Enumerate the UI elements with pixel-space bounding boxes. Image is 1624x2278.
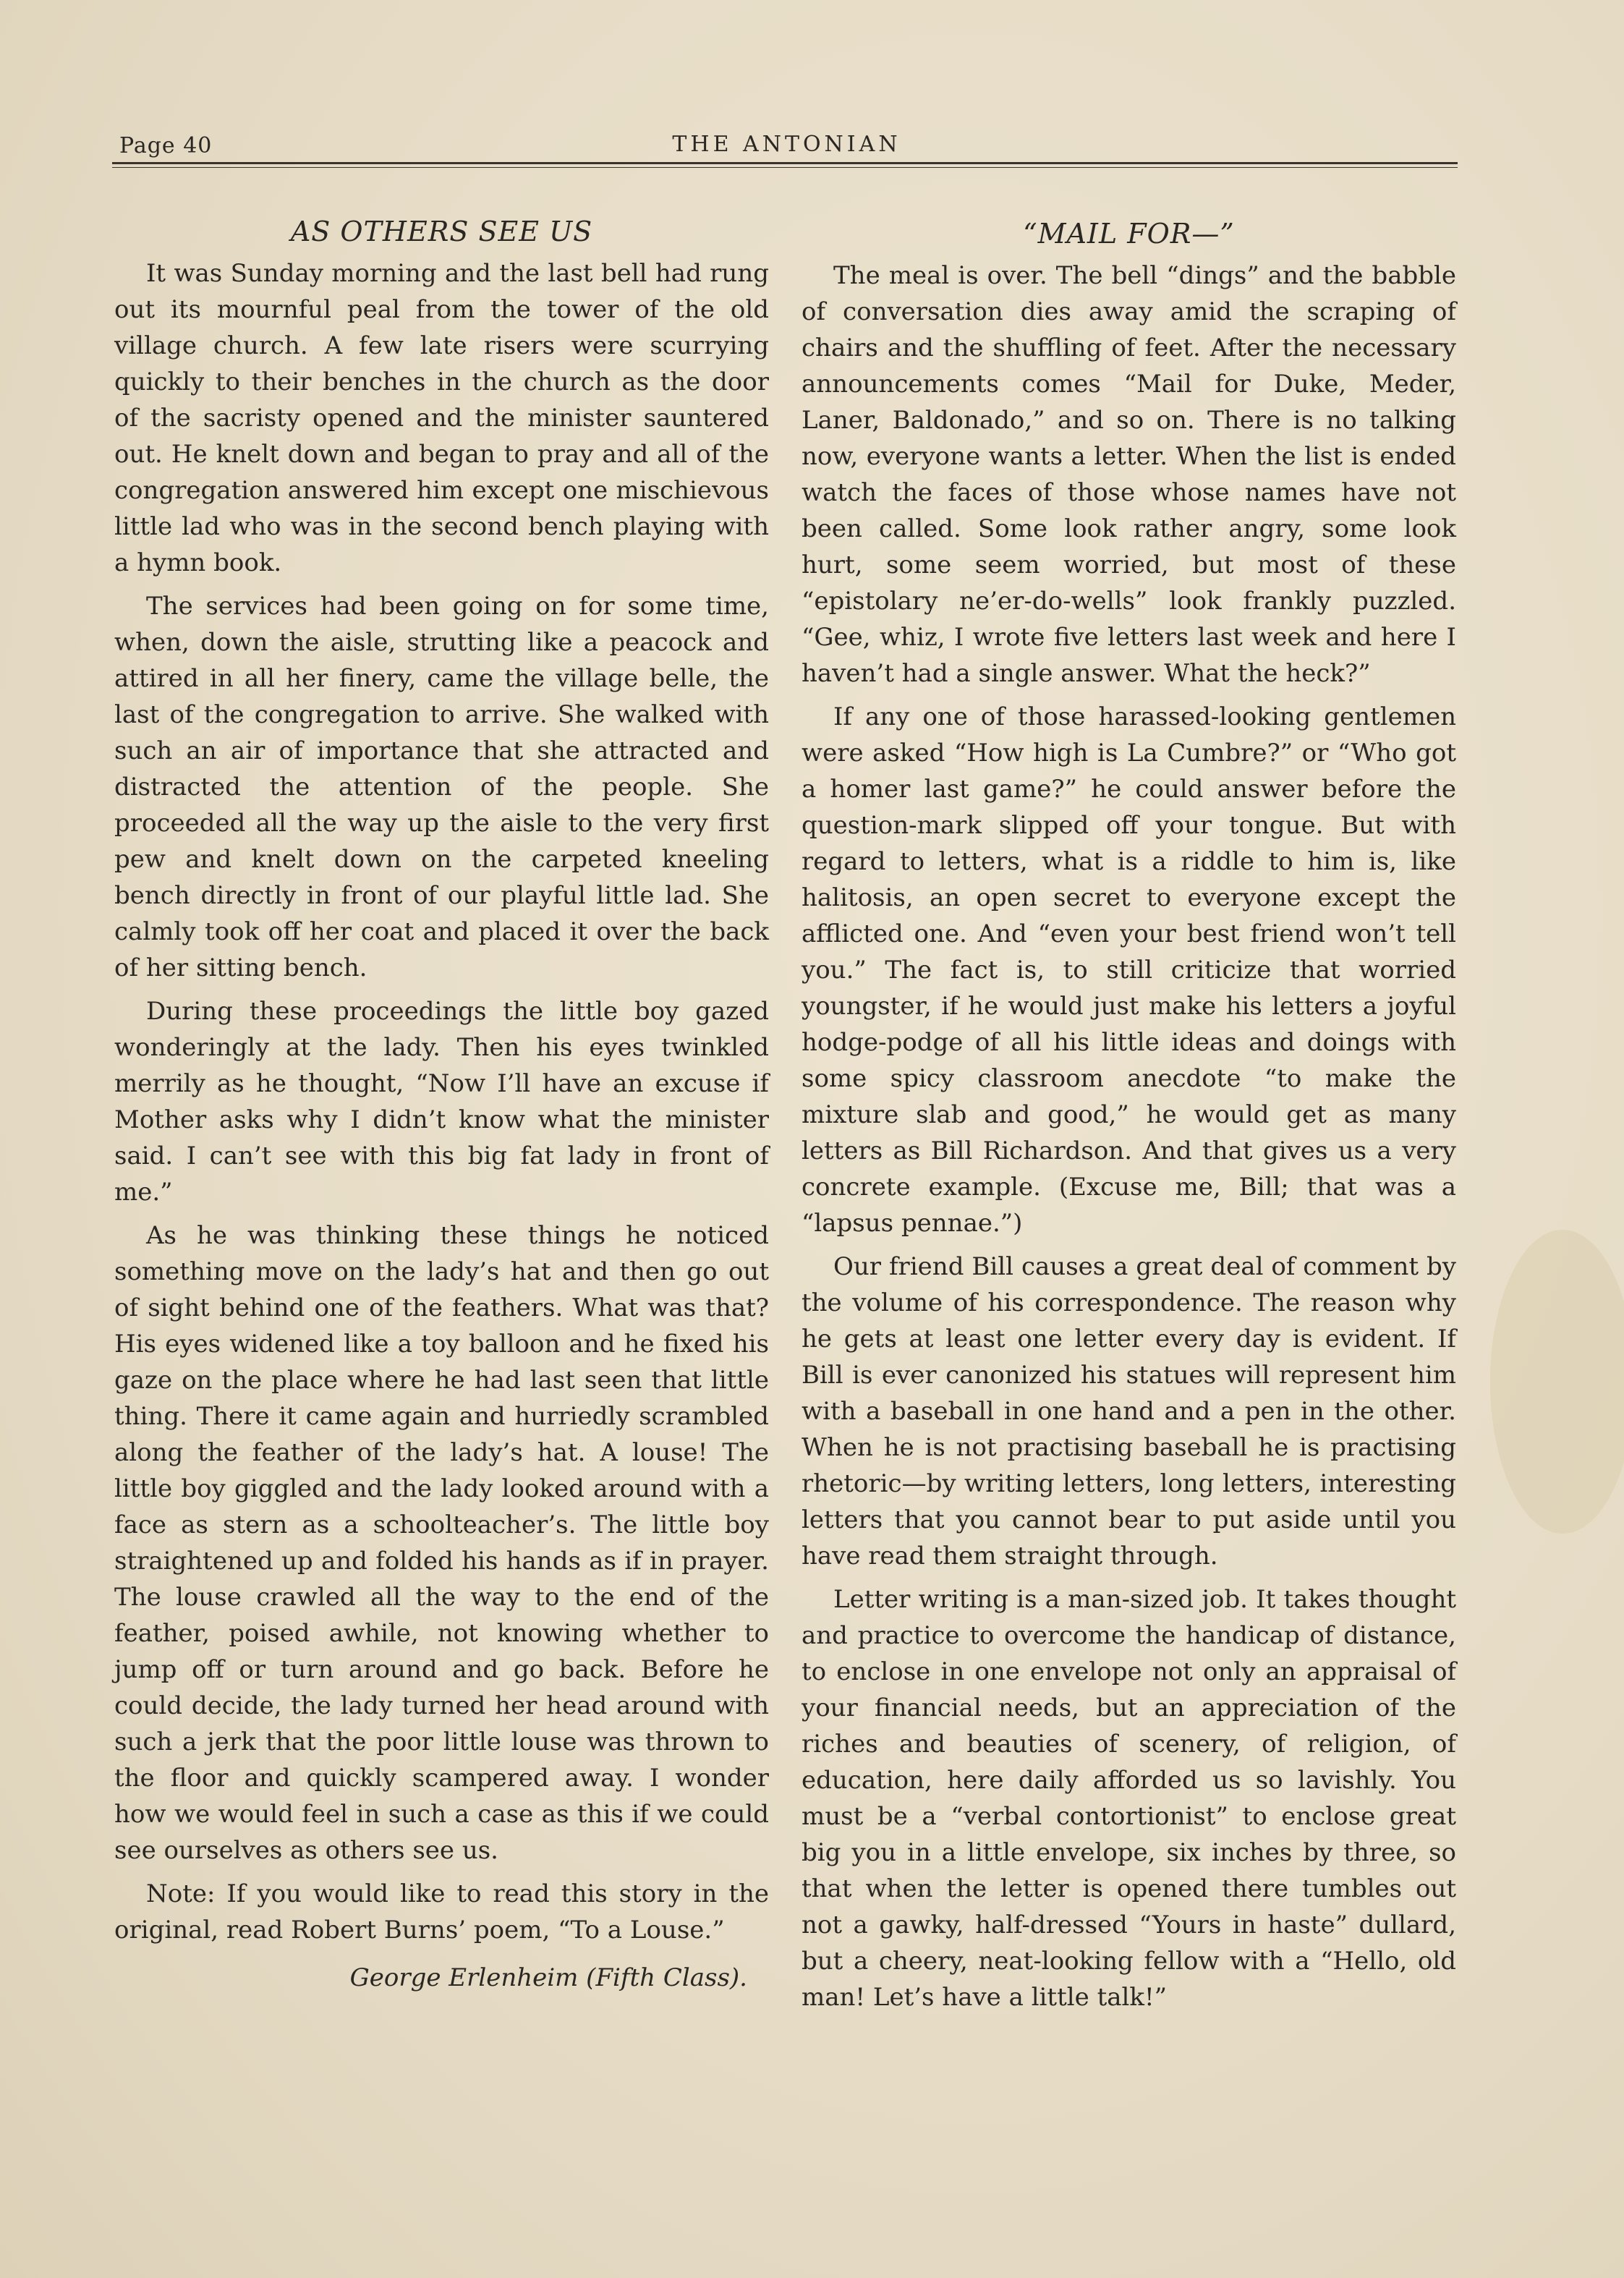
left-column <box>114 213 769 1996</box>
paragraph: The services had been going on for some time, when, down the aisle, strutting like a peacock and attired in all her finery, came the village belle, the last of the congregation to arrive. She walked with such an air of importance that she attracted and distracted the attention of the people. She proceeded all the way up the aisle to the very first pew and knelt down on the carpeted kneeling bench directly in front of our playful little lad. She calmly took off her coat and placed it over the back of her sitting bench. <box>114 592 769 982</box>
paragraph: It was Sunday morning and the last bell had rung out its mournful peal from the tower of the old village church. A few late risers were scurrying quickly to their benches in the church as the door of the sacristy opened and the minister sauntered out. He knelt down and began to pray and all of the congregation answered him except one mischievous little lad who was in the second bench playing with a hymn book. <box>114 259 769 577</box>
paragraph: During these proceedings the little boy gazed wonderingly at the lady. Then his eyes twinkled merrily as he thought, “Now I’ll have an excuse if Mother asks why I didn’t know what the minister said. I can’t see with this big fat lady in front of me.” <box>114 997 769 1207</box>
author-signature: George Erlenheim (Fifth Class). <box>349 1963 747 1992</box>
header-rule <box>112 162 1458 164</box>
paragraph: Letter writing is a man-sized job. It takes thought and practice to overcome the handicap of distance, to enclose in one envelope not only an appraisal of your financial needs, but an appreciation of the riches and beauties of scenery, of religion, of education, here daily afforded us so lavishly. You must be a “verbal contortionist” to enclose great big you in a little envelope, six inches by three, so that when the letter is opened there tumbles out not a gawky, half-dressed “Yours in haste” dullard, but a cheery, neat-looking fellow with a “Hello, old man! Let’s have a little talk!” <box>802 1585 1456 2012</box>
running-title: THE ANTONIAN <box>672 132 901 157</box>
paper-stain <box>1490 1230 1624 1534</box>
page-number: Page 40 <box>119 133 213 158</box>
paragraph: As he was thinking these things he noticed something move on the lady’s hat and then go out of sight behind one of the feathers. What was that? His eyes widened like a toy balloon and he fixed his gaze on the place where he had last seen that little thing. There it came again and hurriedly scrambled along the feather of the lady’s hat. A louse! The little boy giggled and the lady looked around with a face as stern as a schoolteacher’s. The little boy straightened up and folded his hands as if in prayer. The louse crawled all the way to the end of the feather, poised awhile, not knowing whether to jump off or turn around and go back. Before he could decide, the lady turned her head around with such a jerk that the poor little louse was thrown to the floor and quickly scampered away. I wonder how we would feel in such a case as this if we could see ourselves as others see us. <box>114 1221 769 1865</box>
paragraph: If any one of those harassed-looking gentlemen were asked “How high is La Cumbre?” or “Who got a homer last game?” he could answer before the question-mark slipped off your tongue. But with regard to letters, what is a riddle to him is, like halitosis, an open secret to everyone except the afflicted one. And “even your best friend won’t tell you.” The fact is, to still criticize that worried youngster, if he would just make his letters a joyful hodge-podge of all his little ideas and doings with some spicy classroom anecdote “to make the mixture slab and good,” he would get as many letters as Bill Richardson. And that gives us a very concrete example. (Excuse me, Bill; that was a “lapsus pennae.”) <box>802 702 1456 1238</box>
paragraph: Our friend Bill causes a great deal of comment by the volume of his correspondence. The reason why he gets at least one letter every day is evident. If Bill is ever canonized his statues will represent him with a baseball in one hand and a pen in the other. When he is not practising baseball he is practising rhetoric—by writing letters, long letters, interesting letters that you cannot bear to put aside until you have read them straight through. <box>802 1252 1456 1571</box>
article-title: AS OTHERS SEE US <box>290 216 593 247</box>
page-header <box>119 130 1454 159</box>
paragraph: The meal is over. The bell “dings” and the babble of conversation dies away amid the scraping of chairs and the shuffling of feet. After the necessary announcements comes “Mail for Duke, Meder, Laner, Baldonado,” and so on. There is no talking now, everyone wants a letter. When the list is ended watch the faces of those whose names have not been called. Some look rather angry, some look hurt, some seem worried, but most of these “epistolary ne’er-do-wells” look frankly puzzled. “Gee, whiz, I wrote five letters last week and here I haven’t had a single answer. What the heck?” <box>802 261 1456 688</box>
right-column <box>802 216 1456 2015</box>
article-title: “MAIL FOR—” <box>1023 218 1235 250</box>
note-paragraph: Note: If you would like to read this story in the original, read Robert Burns’ poem, “To a Louse.” <box>114 1879 769 1945</box>
header-rule-thin <box>112 167 1458 168</box>
